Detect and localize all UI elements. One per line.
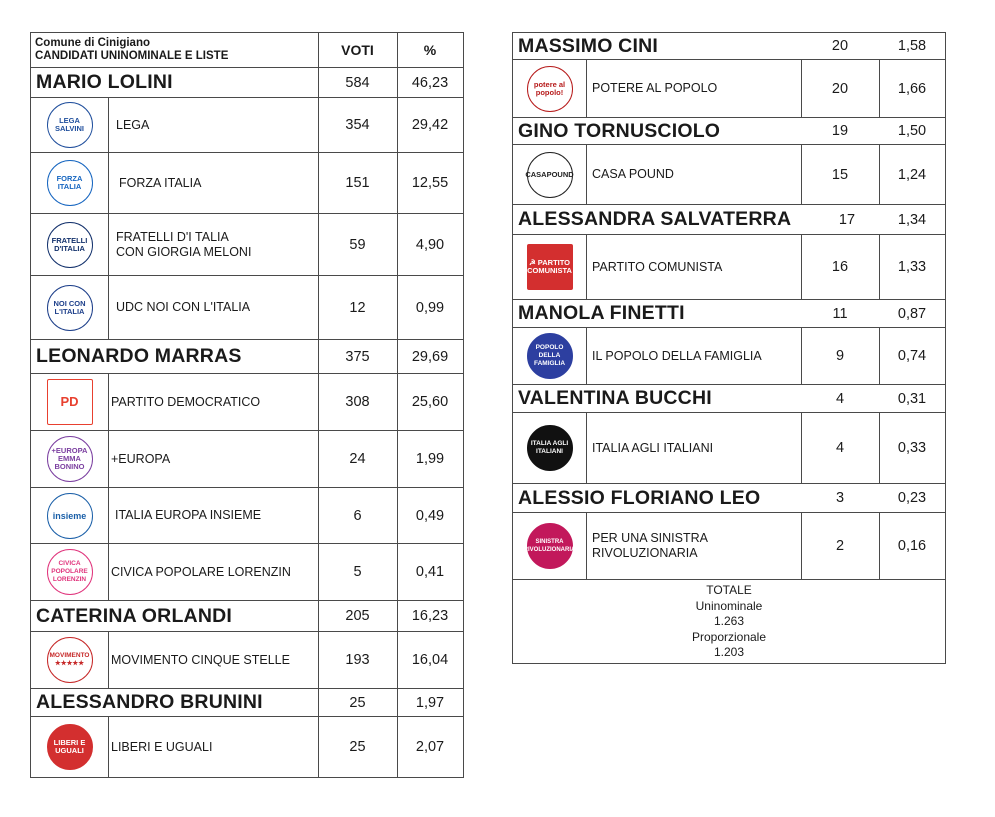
column-divider [801,328,802,385]
candidate-votes: 3 [835,490,845,506]
list-pct: 0,49 [415,507,445,524]
list-pct: 1,99 [415,451,445,467]
candidate-name: MASSIMO CINI [518,34,658,57]
column-divider [879,235,880,300]
list-name [586,513,801,579]
column-divider [397,33,398,777]
logo-column-divider [586,145,587,205]
list-votes: 151 [345,175,370,191]
list-votes: 308 [345,394,370,410]
list-pct: 4,90 [415,236,445,253]
logo-column-divider [108,374,109,601]
candidate-row [31,68,463,98]
list-pct: 0,74 [897,348,927,364]
candidate-votes: 20 [831,38,849,54]
list-pct: 1,33 [897,259,927,275]
liberi-uguali-logo-icon: LIBERI E UGUALI [47,724,93,770]
logo-column-divider [586,413,587,484]
uninominale-value: 1.263 [713,614,745,628]
candidate-votes: 375 [345,348,370,365]
list-name: FORZA ITALIA [119,175,202,190]
candidate-row [513,205,945,235]
column-divider [879,413,880,484]
candidate-name: ALESSIO FLORIANO LEO [518,486,761,509]
list-row [31,153,463,214]
candidate-votes: 17 [838,211,856,228]
list-row [513,413,945,484]
candidate-pct: 46,23 [411,74,449,91]
list-name: ITALIA EUROPA INSIEME [115,508,262,522]
list-name: CIVICA POPOLARE LORENZIN [111,564,291,579]
list-pct: 29,42 [411,117,449,133]
logo-column-divider [586,60,587,118]
list-row [513,235,945,300]
proporzionale-label: Proporzionale [691,629,767,644]
list-pct: 1,66 [897,80,927,97]
list-name: IL POPOLO DELLA FAMIGLIA [592,348,762,363]
list-votes: 25 [349,739,366,755]
list-pct: 12,55 [411,175,449,191]
list-row [513,513,945,580]
candidate-pct: 0,23 [897,490,927,506]
udc-noi-con-italia-logo-icon: NOI CON L'ITALIA [47,285,93,331]
list-pct: 0,16 [897,538,927,554]
list-row [31,632,463,689]
candidate-pct: 1,58 [897,38,927,54]
casa-pound-logo-icon: CASAPOUND [527,152,573,198]
m5s-logo-icon: MOVIMENTO ★★★★★ [47,637,93,683]
popolo-famiglia-logo-icon: POPOLO DELLA FAMIGLIA [527,333,573,379]
list-row [513,60,945,118]
list-pct: 1,24 [897,166,927,183]
list-votes: 6 [353,507,362,524]
candidate-name: ALESSANDRA SALVATERRA [518,208,792,230]
left-results-table [30,32,464,778]
candidate-name: ALESSANDRO BRUNINI [36,691,263,713]
list-row [31,374,463,431]
column-divider [801,60,802,118]
candidate-row [31,689,463,717]
table-header-row [31,33,463,68]
list-row [31,717,463,777]
potere-al-popolo-logo-icon: potere al popolo! [527,66,573,112]
sinistra-rivoluzionaria-logo-icon: SINISTRA RIVOLUZIONARIA [527,523,573,569]
candidate-name: CATERINA ORLANDI [36,604,233,627]
candidate-name: VALENTINA BUCCHI [518,387,712,409]
candidate-row [31,340,463,374]
pd-logo-icon: PD [47,379,93,425]
fratelli-italia-logo-icon: FRATELLI D'ITALIA [47,222,93,268]
list-row [31,431,463,488]
list-name: LIBERI E UGUALI [111,739,213,754]
civica-popolare-logo-icon: CIVICA POPOLARE LORENZIN [47,549,93,595]
column-divider [879,513,880,580]
list-row [513,145,945,205]
uninominale-label: Uninominale [695,598,763,613]
list-votes: 59 [349,236,366,253]
candidate-name: LEONARDO MARRAS [36,345,242,367]
list-votes: 9 [835,348,845,364]
candidate-row [513,33,945,60]
column-divider [879,145,880,205]
list-name: UDC NOI CON L'ITALIA [116,300,251,314]
list-pct: 16,04 [411,652,449,668]
list-name-line1: PER UNA SINISTRA [592,531,708,545]
candidate-name: GINO TORNUSCIOLO [518,119,721,142]
list-votes: 16 [831,259,849,275]
column-divider [801,413,802,484]
insieme-logo-icon: insieme [47,493,93,539]
list-name: CASA POUND [592,167,674,181]
candidate-votes: 584 [345,74,370,91]
list-name: PARTITO DEMOCRATICO [111,394,261,409]
list-votes: 20 [831,80,849,97]
list-pct: 0,33 [897,440,927,456]
lega-logo-icon: LEGA SALVINI [47,102,93,148]
column-divider [801,235,802,300]
list-votes: 2 [835,538,845,554]
list-votes: 5 [353,564,362,580]
list-name: MOVIMENTO CINQUE STELLE [111,652,290,667]
column-divider [801,513,802,580]
candidate-pct: 1,34 [897,211,927,228]
logo-column-divider [108,717,109,777]
candidate-pct: 0,31 [897,390,927,407]
list-votes: 12 [349,299,366,316]
list-name: POTERE AL POPOLO [592,81,718,95]
right-results-table [512,32,946,664]
list-row [31,488,463,544]
candidate-pct: 1,97 [415,694,445,711]
italia-agli-italiani-logo-icon: ITALIA AGLI ITALIANI [527,425,573,471]
logo-column-divider [586,235,587,300]
candidate-name: MARIO LOLINI [36,71,173,93]
list-name-line1: FRATELLI D'I TALIA [116,229,229,244]
totals-label: TOTALE [706,583,752,597]
candidate-row [31,601,463,632]
list-votes: 193 [345,652,370,668]
list-name-line2: CON GIORGIA MELONI [116,244,252,259]
partito-comunista-logo-icon: ☭ PARTITO COMUNISTA [527,244,573,290]
list-name [108,214,318,275]
pct-column-header: % [423,42,437,58]
logo-column-divider [586,513,587,580]
list-row [31,98,463,153]
votes-column-header: VOTI [341,42,374,58]
logo-column-divider [108,98,109,340]
list-row [513,328,945,385]
totals-block [513,583,945,661]
forza-italia-logo-icon: FORZA ITALIA [47,160,93,206]
list-name: PARTITO COMUNISTA [592,259,723,274]
list-row [31,276,463,340]
list-pct: 25,60 [411,394,449,410]
proporzionale-value: 1.203 [713,645,745,659]
candidate-votes: 19 [831,123,849,139]
candidate-pct: 0,87 [897,305,927,322]
list-votes: 354 [345,117,370,133]
list-name: ITALIA AGLI ITALIANI [592,440,714,455]
list-name: +EUROPA [111,451,171,466]
candidate-votes: 25 [349,694,366,711]
column-divider [879,328,880,385]
column-divider [879,60,880,118]
list-votes: 15 [831,166,849,183]
table-title-line2: CANDIDATI UNINOMINALE E LISTE [35,50,229,62]
list-pct: 0,99 [415,299,445,316]
candidate-row [513,484,945,513]
list-votes: 24 [349,451,366,467]
candidate-row [513,300,945,328]
column-divider [801,145,802,205]
candidate-name: MANOLA FINETTI [518,302,685,324]
candidate-pct: 1,50 [897,123,927,139]
candidate-votes: 205 [345,608,370,624]
list-row [31,214,463,276]
candidate-pct: 29,69 [411,348,449,365]
candidate-votes: 11 [832,305,848,322]
candidate-row [513,385,945,413]
candidate-pct: 16,23 [411,608,449,624]
column-divider [318,33,319,777]
logo-column-divider [108,632,109,689]
list-name-line2: RIVOLUZIONARIA [592,546,698,560]
list-name: LEGA [116,117,150,132]
candidate-votes: 4 [835,390,845,407]
list-pct: 2,07 [415,739,445,755]
table-title-line1: Comune di Cinigiano [35,37,150,49]
list-pct: 0,41 [415,564,445,580]
list-row [31,544,463,601]
logo-column-divider [586,328,587,385]
piu-europa-logo-icon: +EUROPA EMMA BONINO [47,436,93,482]
list-votes: 4 [835,440,845,456]
candidate-row [513,118,945,145]
table-title [31,33,318,67]
